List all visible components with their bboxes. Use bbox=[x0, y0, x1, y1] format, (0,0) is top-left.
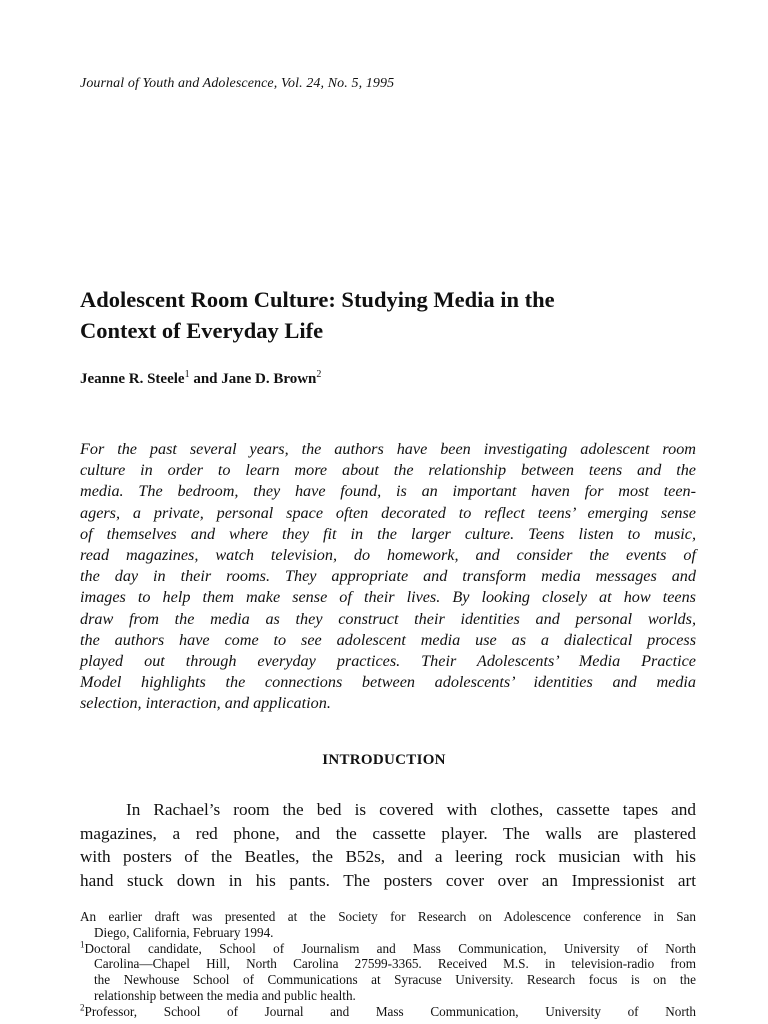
author-name: Jeanne R. Steele bbox=[80, 371, 185, 387]
abstract-line: draw from the media as they construct their identities and personal worlds, bbox=[80, 609, 696, 628]
body-line: with posters of the Beatles, the B52s, and a leering rock musician with his bbox=[80, 847, 696, 867]
article-title bbox=[80, 284, 720, 346]
footnote-line: Carolina—Chapel Hill, North Carolina 27599-3365. Received M.S. in television-radio from bbox=[94, 956, 696, 972]
abstract-line: the day in their rooms. They appropriate and transform media messages and bbox=[80, 567, 696, 586]
author-connector: and bbox=[189, 371, 222, 387]
body-line: hand stuck down in his pants. The posters cover over an Impressionist art bbox=[80, 870, 696, 890]
abstract-line: played out through everyday practices. Their Adolescents’ Media Practice bbox=[80, 652, 696, 671]
footnote-marker: 1 bbox=[184, 369, 190, 380]
journal-citation: Journal of Youth and Adolescence, Vol. 24, No. 5, 1995 bbox=[80, 76, 395, 91]
footnote-2-first-line bbox=[80, 1004, 696, 1020]
abstract-line: images to help them make sense of their lives. By looking closely at how teens bbox=[80, 588, 696, 607]
abstract-line: the authors have come to see adolescent media use as a dialectical process bbox=[80, 630, 696, 649]
author-name: Jane D. Brown bbox=[221, 371, 317, 387]
abstract-line: For the past several years, the authors have been investigating adolescent room bbox=[80, 440, 696, 458]
abstract bbox=[80, 439, 696, 715]
footnote-1-first-line bbox=[80, 941, 696, 957]
footnote-text: Professor, School of Journal and Mass Communication, University of North bbox=[84, 1003, 696, 1019]
author-list bbox=[80, 371, 321, 388]
footnote-marker: 2 bbox=[80, 1002, 85, 1013]
footnote-line: Diego, California, February 1994. bbox=[94, 924, 274, 940]
title-line: Context of Everyday Life bbox=[80, 318, 324, 343]
footnote-line: An earlier draft was presented at the Society for Research on Adolescence conference in San bbox=[80, 909, 696, 924]
abstract-line: media. The bedroom, they have found, is an important haven for most teen- bbox=[80, 482, 696, 501]
abstract-line: agers, a private, personal space often decorated to reflect teens’ emerging sense bbox=[80, 503, 696, 522]
abstract-line: of themselves and where they fit in the larger culture. Teens listen to music, bbox=[80, 524, 696, 543]
body-line: In Rachael’s room the bed is covered with clothes, cassette tapes and bbox=[126, 800, 696, 819]
footnote-marker: 2 bbox=[316, 369, 322, 380]
footnote-line: relationship between the media and public health. bbox=[94, 987, 356, 1003]
abstract-line: Model highlights the connections between adolescents’ identities and media bbox=[80, 673, 696, 692]
section-heading: INTRODUCTION bbox=[322, 752, 446, 768]
footnotes bbox=[80, 909, 696, 1020]
footnote-line: the Newhouse School of Communications at Syracuse University. Research focus is on the bbox=[94, 972, 696, 988]
body-paragraph bbox=[80, 798, 696, 892]
body-line: magazines, a red phone, and the cassette player. The walls are plastered bbox=[80, 823, 696, 843]
abstract-line: culture in order to learn more about the relationship between teens and the bbox=[80, 461, 696, 480]
title-line: Adolescent Room Culture: Studying Media in the bbox=[80, 287, 555, 312]
footnote-marker: 1 bbox=[80, 939, 85, 950]
abstract-line: read magazines, watch television, do homework, and consider the events of bbox=[80, 546, 696, 565]
abstract-line: selection, interaction, and application. bbox=[80, 694, 331, 713]
footnote-text: Doctoral candidate, School of Journalism and Mass Communication, University of North bbox=[84, 940, 696, 956]
